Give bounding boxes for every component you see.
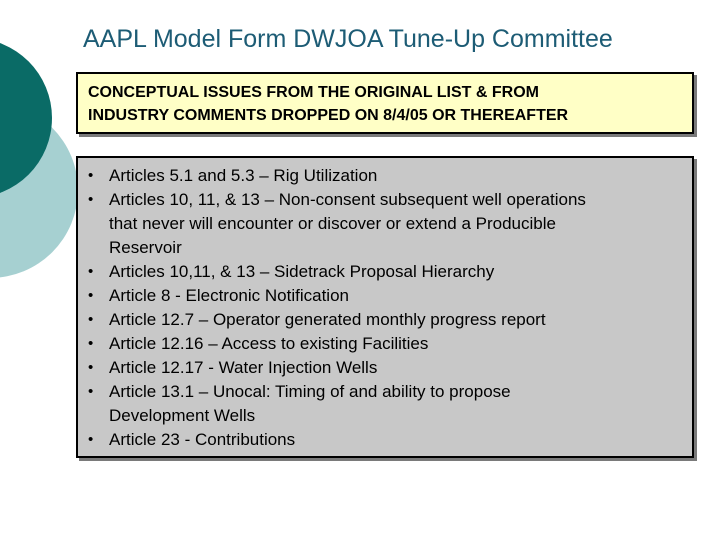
list-item [86,188,684,260]
bullet-icon: • [88,167,94,184]
list-item-line: Development Wells [109,406,256,425]
bullet-icon: • [88,287,94,304]
bullet-icon: • [88,359,94,376]
list-item [86,260,684,284]
bullet-icon: • [88,191,94,208]
list-item [86,380,684,428]
bullet-icon: • [88,431,94,448]
list-item [86,332,684,356]
list-item-line: Article 12.17 - Water Injection Wells [109,358,378,377]
header-line-1: CONCEPTUAL ISSUES FROM THE ORIGINAL LIST & FROM [88,84,539,101]
slide-title: AAPL Model Form DWJOA Tune-Up Committee [83,25,613,53]
list-item-line: Article 13.1 – Unocal: Timing of and ability to propose [109,382,511,401]
list-item-line: Articles 10,11, & 13 – Sidetrack Proposal Hierarchy [109,262,495,281]
article-list [86,164,684,452]
list-item [86,356,684,380]
list-item-line: Article 12.16 – Access to existing Facilities [109,334,429,353]
bullet-icon: • [88,383,94,400]
list-item [86,428,684,452]
decorative-circles-graphic [0,0,80,290]
list-item-line: Reservoir [109,238,182,257]
bullet-icon: • [88,311,94,328]
bullet-icon: • [88,335,94,352]
list-item [86,308,684,332]
list-item-line: Articles 5.1 and 5.3 – Rig Utilization [109,166,378,185]
articles-list-box [76,156,694,458]
list-item-line: Article 8 - Electronic Notification [109,286,349,305]
list-item [86,284,684,308]
list-item-line: Articles 10, 11, & 13 – Non-consent subsequent well operations [109,190,586,209]
conceptual-issues-header-box [76,72,694,134]
list-item-line: Article 23 - Contributions [109,430,296,449]
header-line-2: INDUSTRY COMMENTS DROPPED ON 8/4/05 OR THEREAFTER [88,107,569,124]
list-item-line: Article 12.7 – Operator generated monthly progress report [109,310,546,329]
list-item-line: that never will encounter or discover or extend a Producible [109,214,556,233]
list-item [86,164,684,188]
bullet-icon: • [88,263,94,280]
